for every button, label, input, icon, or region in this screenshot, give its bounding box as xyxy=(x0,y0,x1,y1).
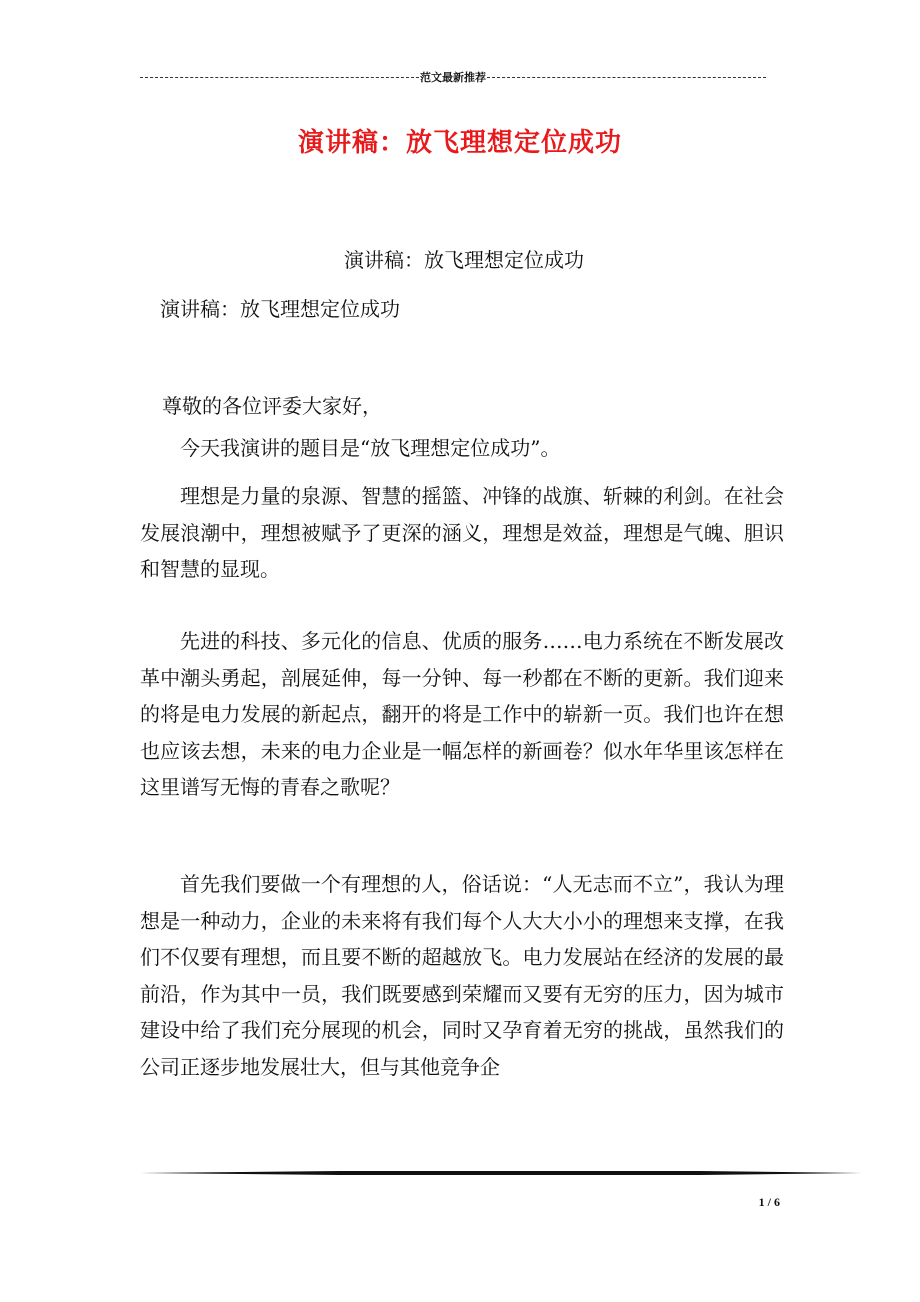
page-header xyxy=(140,70,766,84)
greeting: 尊敬的各位评委大家好， xyxy=(162,394,382,418)
paragraph-1: 今天我演讲的题目是“放飞理想定位成功”。 xyxy=(180,436,561,460)
footer-rule xyxy=(140,1170,862,1176)
paragraph-2: 理想是力量的泉源、智慧的摇篮、冲锋的战旗、斩棘的利剑。在社会发展浪潮中，理想被赋予了更深的涵义，理想是效益，理想是气魄、胆识和智慧的显现。 xyxy=(140,484,784,581)
header-dashes-left xyxy=(140,77,419,78)
document-subtitle: 演讲稿：放飞理想定位成功 xyxy=(344,248,584,272)
page-number: 1 / 6 xyxy=(758,1195,780,1209)
header-label: 范文最新推荐 xyxy=(420,71,486,84)
header-dashes-right xyxy=(487,77,766,78)
paragraph-4: 首先我们要做一个有理想的人，俗话说：“人无志而不立”，我认为理想是一种动力，企业的未来将有我们每个人大大小小的理想来支撑，在我们不仅要有理想，而且要不断的超越放飞。电力发展站在经济的发展的最前沿，作为其中一员，我们既要感到荣耀而又要有无穷的压力，因为城市建设中给了我们充分展现的机会，同时又孕育着无穷的挑战，虽然我们的公司正逐步地发展壮大，但与其他竞争企 xyxy=(140,872,784,1079)
lead-line: 演讲稿：放飞理想定位成功 xyxy=(160,297,400,321)
paragraph-3: 先进的科技、多元化的信息、优质的服务……电力系统在不断发展改革中潮头勇起，剖展延伸，每一分钟、每一秒都在不断的更新。我们迎来的将是电力发展的新起点，翻开的将是工作中的崭新一页。我们也许在想也应该去想，未来的电力企业是一幅怎样的新画卷？似水年华里该怎样在这里谱写无悔的青春之歌呢？ xyxy=(140,629,784,799)
document-title: 演讲稿：放飞理想定位成功 xyxy=(297,128,622,158)
